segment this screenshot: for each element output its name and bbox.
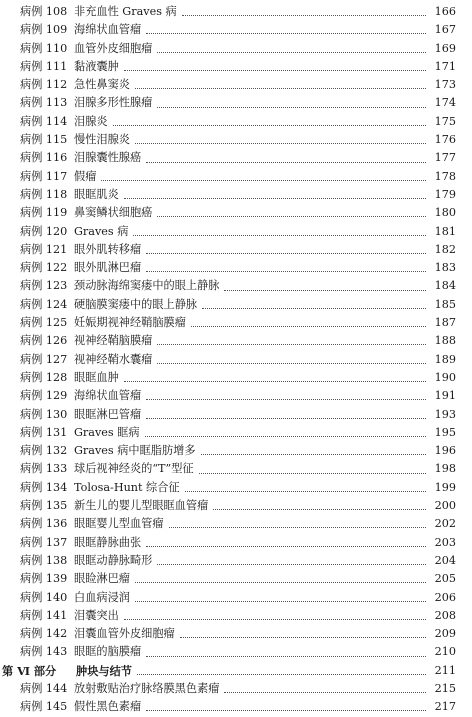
toc-entry-title: 眼眶的脑膜瘤: [74, 645, 142, 659]
toc-page-number: 200: [434, 499, 456, 513]
dot-leader: [146, 545, 426, 547]
toc-entry[interactable]: [0, 552, 472, 570]
toc-entry[interactable]: [0, 40, 472, 58]
toc-page-number: 177: [434, 151, 456, 165]
toc-entry[interactable]: [0, 223, 472, 241]
dot-leader: [213, 508, 426, 510]
toc-entry[interactable]: [0, 241, 472, 259]
toc-page-number: 185: [434, 297, 456, 311]
toc-entry[interactable]: [0, 58, 472, 76]
toc-entry[interactable]: [0, 534, 472, 552]
toc-entry[interactable]: [0, 3, 472, 21]
toc-entry-label: 病例 136: [20, 517, 68, 531]
toc-entry-title: 眼睑淋巴瘤: [74, 572, 130, 586]
toc-entry-label: 病例 137: [20, 535, 68, 549]
toc-page-number: 195: [434, 425, 456, 439]
toc-entry-label: 病例 114: [20, 114, 68, 128]
toc-entry-label: 病例 110: [20, 41, 68, 55]
toc-entry-title: Graves 病中眶脂肪增多: [74, 444, 196, 458]
dot-leader: [157, 51, 426, 53]
toc-entry-label: 病例 141: [20, 608, 68, 622]
toc-page-number: 166: [434, 5, 456, 18]
toc-page-number: 182: [434, 242, 456, 256]
toc-entry-title: 眼眶动静脉畸形: [74, 553, 153, 567]
toc-page-number: 167: [434, 23, 456, 37]
toc-entry-title: 急性鼻窦炎: [74, 78, 130, 92]
toc-page-number: 208: [434, 608, 456, 622]
toc-entry[interactable]: [0, 387, 472, 405]
toc-entry-label: 病例 144: [20, 681, 68, 695]
dot-leader: [157, 106, 426, 108]
toc-entry-label: 病例 135: [20, 499, 68, 513]
toc-entry-label: 病例 130: [20, 407, 68, 421]
dot-leader: [145, 435, 426, 437]
dot-leader: [202, 307, 426, 309]
toc-entry-title: 海绵状血管瘤: [74, 389, 142, 403]
toc-page-number: 184: [434, 279, 456, 293]
dot-leader: [157, 362, 426, 364]
toc-entry-label: 病例 121: [20, 242, 68, 256]
toc-entry-label: 病例 145: [20, 700, 68, 714]
toc-entry[interactable]: [0, 168, 472, 186]
toc-entry[interactable]: [0, 680, 472, 698]
toc-entry-label: 病例 108: [20, 5, 68, 18]
toc-entry-label: 病例 143: [20, 645, 68, 659]
toc-entry[interactable]: [0, 76, 472, 94]
toc-entry[interactable]: [0, 643, 472, 661]
toc-entry[interactable]: [0, 460, 472, 478]
dot-leader: [146, 252, 426, 254]
toc-entry[interactable]: [0, 113, 472, 131]
toc-entry-label: 病例 113: [20, 96, 68, 110]
toc-entry-title: 泪腺囊性腺癌: [74, 151, 142, 165]
toc-part-label: 第 Ⅵ 部分: [2, 663, 57, 678]
dot-leader: [135, 581, 426, 583]
toc-entry[interactable]: [0, 698, 472, 716]
toc-page-number: 183: [434, 261, 456, 275]
toc-part-title: 肿块与结节: [76, 663, 132, 678]
toc-entry-title: 泪腺炎: [74, 114, 108, 128]
toc-entry-title: 泪腺多形性腺瘤: [74, 96, 153, 110]
toc-entry[interactable]: [0, 204, 472, 222]
toc-page-number: 193: [434, 407, 456, 421]
toc-entry-label: 病例 109: [20, 23, 68, 37]
toc-page-number: 210: [434, 645, 456, 659]
toc-entry-label: 病例 127: [20, 352, 68, 366]
toc-entry-label: 病例 142: [20, 627, 68, 641]
dot-leader: [157, 563, 426, 565]
toc-entry-label: 病例 118: [20, 187, 68, 201]
toc-page-number: 173: [434, 78, 456, 92]
toc-page-number: 175: [434, 114, 456, 128]
dot-leader: [146, 270, 426, 272]
dot-leader: [169, 526, 426, 528]
toc-entry-title: Tolosa-Hunt 综合征: [74, 480, 180, 494]
dot-leader: [180, 636, 426, 638]
toc-entry[interactable]: [0, 570, 472, 588]
toc-page-number: 169: [434, 41, 456, 55]
dot-leader: [113, 124, 426, 126]
toc-entry-title: Graves 眶病: [74, 425, 140, 439]
toc-entry[interactable]: [0, 497, 472, 515]
toc-entry-title: 泪囊血管外皮细胞瘤: [74, 627, 175, 641]
toc-page-number: 174: [434, 96, 456, 110]
dot-leader: [146, 709, 426, 711]
toc-entry-label: 病例 123: [20, 279, 68, 293]
toc-page-number: 199: [434, 480, 456, 494]
toc-entry-label: 病例 126: [20, 334, 68, 348]
toc-entry-title: 视神经鞘水囊瘤: [74, 352, 153, 366]
toc-entry[interactable]: [0, 296, 472, 314]
toc-page-number: 189: [434, 352, 456, 366]
toc-entry[interactable]: [0, 515, 472, 533]
toc-entry[interactable]: [0, 589, 472, 607]
toc-entry-label: 病例 138: [20, 553, 68, 567]
toc-entry-title: 假性黑色素瘤: [74, 700, 142, 714]
toc-entry-title: 慢性泪腺炎: [74, 133, 130, 147]
dot-leader: [135, 87, 426, 89]
toc-page-number: 196: [434, 444, 456, 458]
toc-entry[interactable]: [0, 442, 472, 460]
toc-page-number: 215: [434, 681, 456, 695]
toc-page-number: 202: [434, 517, 456, 531]
toc-page-number: 205: [434, 572, 456, 586]
dot-leader: [157, 215, 426, 217]
toc-entry-label: 病例 111: [20, 59, 68, 73]
toc-entry[interactable]: [0, 369, 472, 387]
toc-page-number: 187: [434, 316, 456, 330]
dot-leader: [199, 472, 426, 474]
toc-entry[interactable]: [0, 332, 472, 350]
dot-leader: [146, 398, 426, 400]
toc-page-number: 171: [434, 59, 456, 73]
toc-entry-title: 球后视神经炎的“T”型征: [74, 462, 194, 476]
toc-entry-title: Graves 病: [74, 224, 129, 238]
dot-leader: [224, 289, 426, 291]
toc-entry-title: 新生儿的婴儿型眼眶血管瘤: [74, 499, 209, 513]
toc-page-number: 180: [434, 206, 456, 220]
toc-page-number: 190: [434, 370, 456, 384]
toc-entry-title: 视神经鞘脑膜瘤: [74, 334, 153, 348]
dot-leader: [146, 161, 426, 163]
dot-leader: [185, 490, 426, 492]
toc-entry[interactable]: [0, 277, 472, 295]
toc-entry-title: 眼眶血肿: [74, 370, 119, 384]
dot-leader: [146, 32, 426, 34]
toc-entry-label: 病例 129: [20, 389, 68, 403]
toc-entry[interactable]: [0, 259, 472, 277]
toc-entry[interactable]: [0, 314, 472, 332]
dot-leader: [124, 69, 426, 71]
toc-page-number: 176: [434, 133, 456, 147]
toc-entry[interactable]: [0, 186, 472, 204]
toc-page-number: 203: [434, 535, 456, 549]
toc-entry-label: 病例 132: [20, 444, 68, 458]
toc-entry-label: 病例 125: [20, 316, 68, 330]
toc-entry-label: 病例 134: [20, 480, 68, 494]
toc-entry-label: 病例 117: [20, 169, 68, 183]
toc-entry-title: 眼外肌转移瘤: [74, 242, 142, 256]
toc-entry-label: 病例 122: [20, 261, 68, 275]
toc-page-number: 211: [434, 663, 456, 677]
toc-page-number: 204: [434, 553, 456, 567]
toc-entry[interactable]: [0, 479, 472, 497]
dot-leader: [101, 179, 426, 181]
toc-page-number: 181: [434, 224, 456, 238]
dot-leader: [133, 234, 426, 236]
dot-leader: [146, 655, 426, 657]
toc-entry-title: 假瘤: [74, 169, 97, 183]
dot-leader: [157, 343, 426, 345]
toc-entry[interactable]: [0, 607, 472, 625]
toc-entry[interactable]: [0, 131, 472, 149]
toc-part-heading[interactable]: [0, 662, 472, 680]
toc-entry-title: 硬脑膜窦瘘中的眼上静脉: [74, 297, 198, 311]
toc-page-number: 198: [434, 462, 456, 476]
toc-entry[interactable]: [0, 406, 472, 424]
toc-entry-label: 病例 139: [20, 572, 68, 586]
toc-entry[interactable]: [0, 625, 472, 643]
toc-entry-label: 病例 128: [20, 370, 68, 384]
dot-leader: [182, 14, 426, 16]
toc-page-number: 191: [434, 389, 456, 403]
toc-page-number: 188: [434, 334, 456, 348]
toc-entry-title: 颈动脉海绵窦瘘中的眼上静脉: [74, 279, 220, 293]
toc-entry-title: 非充血性 Graves 病: [74, 5, 177, 18]
dot-leader: [137, 673, 426, 675]
toc-entry-title: 泪囊突出: [74, 608, 119, 622]
dot-leader: [135, 142, 426, 144]
toc-entry[interactable]: [0, 351, 472, 369]
dot-leader: [146, 417, 426, 419]
toc-entry-label: 病例 133: [20, 462, 68, 476]
toc-entry-label: 病例 119: [20, 206, 68, 220]
toc-entry-label: 病例 140: [20, 590, 68, 604]
toc-entry-title: 海绵状血管瘤: [74, 23, 142, 37]
toc-entry-label: 病例 120: [20, 224, 68, 238]
toc-entry-label: 病例 116: [20, 151, 68, 165]
toc-entry[interactable]: [0, 21, 472, 39]
dot-leader: [135, 600, 426, 602]
toc-entry-label: 病例 115: [20, 133, 68, 147]
toc-entry-title: 眼眶淋巴管瘤: [74, 407, 142, 421]
toc-page-number: 217: [434, 700, 456, 714]
toc-entry-title: 眼眶婴儿型血管瘤: [74, 517, 164, 531]
toc-entry-title: 血管外皮细胞瘤: [74, 41, 153, 55]
dot-leader: [201, 453, 426, 455]
toc-entry-title: 黏液囊肿: [74, 59, 119, 73]
toc-entry[interactable]: [0, 149, 472, 167]
toc-entry-title: 眼眶肌炎: [74, 187, 119, 201]
toc-entry-title: 鼻窦鳞状细胞癌: [74, 206, 153, 220]
toc-entry-title: 放射敷贴治疗脉络膜黑色素瘤: [74, 681, 220, 695]
toc-entry-title: 白血病浸润: [74, 590, 130, 604]
dot-leader: [191, 325, 426, 327]
toc-page-number: 179: [434, 187, 456, 201]
toc-entry-label: 病例 131: [20, 425, 68, 439]
toc-entry-title: 眼眶静脉曲张: [74, 535, 142, 549]
toc-entry-title: 妊娠期视神经鞘脑膜瘤: [74, 316, 186, 330]
toc-entry[interactable]: [0, 424, 472, 442]
toc-entry-label: 病例 112: [20, 78, 68, 92]
toc-entry[interactable]: [0, 94, 472, 112]
toc-page-number: 209: [434, 627, 456, 641]
toc-page-number: 178: [434, 169, 456, 183]
toc-entry-label: 病例 124: [20, 297, 68, 311]
toc-entry-title: 眼外肌淋巴瘤: [74, 261, 142, 275]
dot-leader: [124, 618, 426, 620]
toc-page-number: 206: [434, 590, 456, 604]
dot-leader: [124, 197, 426, 199]
dot-leader: [224, 691, 426, 693]
dot-leader: [124, 380, 426, 382]
